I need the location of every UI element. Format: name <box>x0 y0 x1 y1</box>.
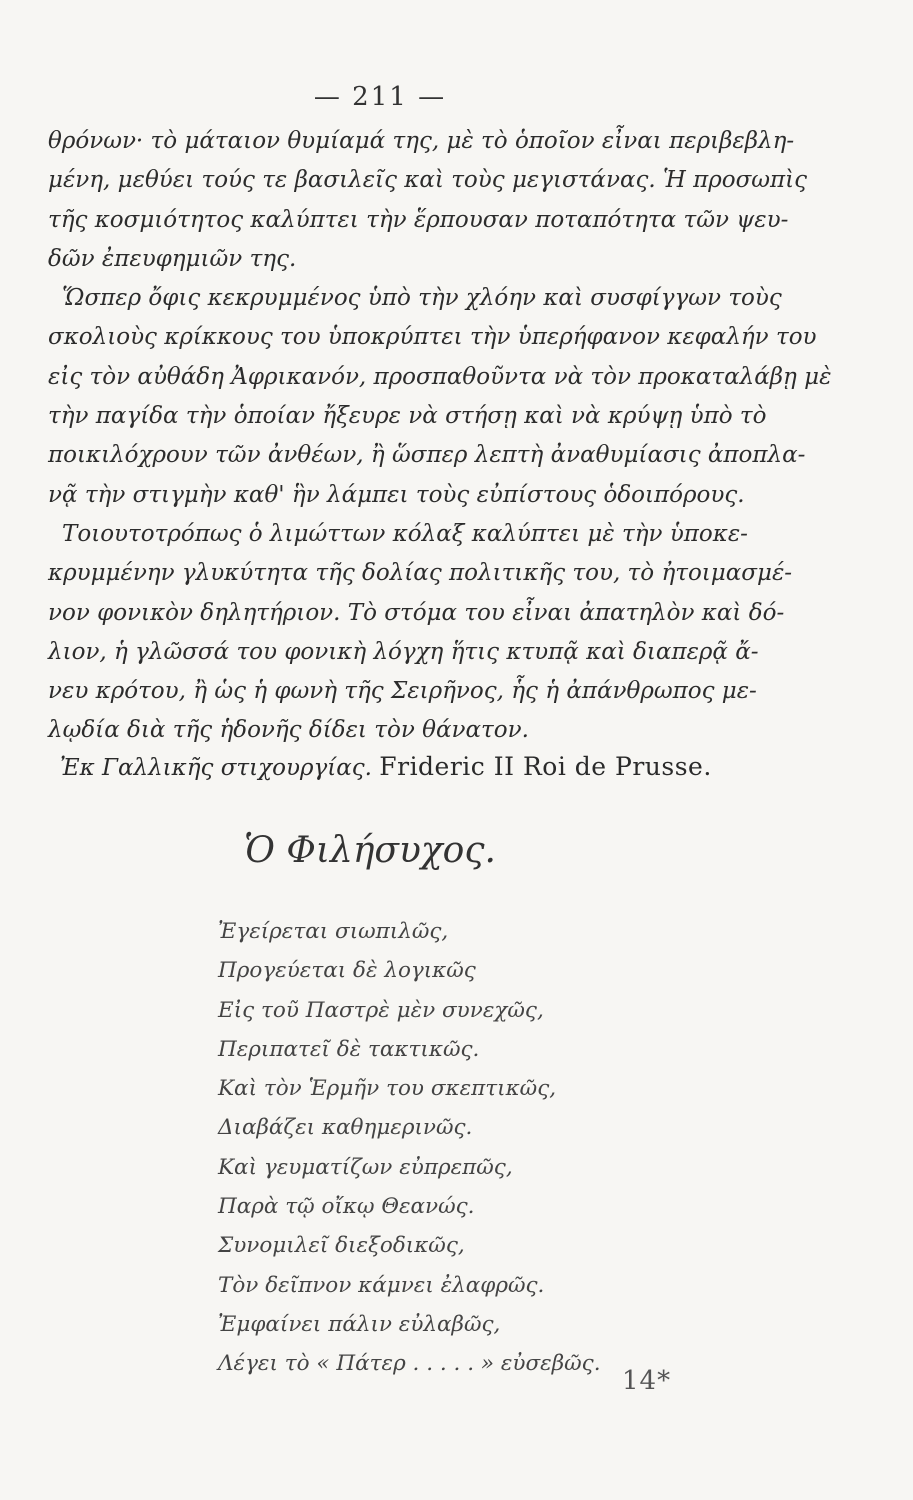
prose-line: τὴν παγίδα τὴν ὁποίαν ἤξευρε νὰ στήσῃ καὶ νὰ κρύψῃ ὑπὸ τὸ <box>48 403 767 430</box>
prose-line: νευ κρότου, ἢ ὡς ἡ φωνὴ τῆς Σειρῆνος, ἧς ἡ ἀπάνθρωπος με- <box>48 678 757 705</box>
poem-verse: Ἐμφαίνει πάλιν εὐλαβῶς, <box>218 1311 501 1337</box>
poem-verse: Καὶ τὸν Ἑρμῆν του σκεπτικῶς, <box>218 1076 557 1102</box>
prose-line: λῳδία διὰ τῆς ἡδονῆς δίδει τὸν θάνατον. <box>48 717 529 744</box>
poem-verse: Ἐγείρεται σιωπιλῶς, <box>218 919 449 944</box>
prose-line: δῶν ἐπευφημιῶν της. <box>48 245 297 272</box>
poem-verse: Καὶ γευματίζων εὐπρεπῶς, <box>218 1154 513 1180</box>
prose-block <box>48 122 832 751</box>
prose-line: κρυμμένην γλυκύτητα τῆς δολίας πολιτικῆς του, τὸ ἠτοιμασμέ- <box>48 560 793 587</box>
prose-line: λιον, ἡ γλῶσσά του φονικὴ λόγχη ἥτις κτυπᾷ καὶ διαπερᾷ ἄ- <box>48 638 759 665</box>
attribution-greek: Ἐκ Γαλλικῆς στιχουργίας. <box>60 755 372 781</box>
poem-verse: Περιπατεῖ δὲ τακτικῶς. <box>218 1036 480 1062</box>
poem-verse: Εἰς τοῦ Παστρὲ μὲν συνεχῶς, <box>218 997 544 1023</box>
prose-line: νον φονικὸν δηλητήριον. Τὸ στόμα του εἶναι ἀπατηλὸν καὶ δό- <box>48 599 785 626</box>
printer-signature-mark: 14* <box>622 1366 672 1396</box>
source-attribution <box>60 752 712 781</box>
poem-verse: Προγεύεται δὲ λογικῶς <box>218 958 476 984</box>
prose-line: μένη, μεθύει τούς τε βασιλεῖς καὶ τοὺς μεγιστάνας. Ἡ προσωπὶς <box>48 167 808 194</box>
poem-verse: Συνομιλεῖ διεξοδικῶς, <box>218 1233 465 1259</box>
poem-verse: Διαβάζει καθημερινῶς. <box>218 1115 473 1141</box>
poem-verse: Τὸν δεῖπνον κάμνει ἐλαφρῶς. <box>218 1272 545 1298</box>
prose-line: Τοιουτοτρόπως ὁ λιμώττων κόλαξ καλύπτει μὲ τὴν ὑποκε- <box>62 520 748 547</box>
page-number: — 211 — <box>313 82 447 112</box>
prose-line: εἰς τὸν αὐθάδη Ἀφρικανόν, προσπαθοῦντα νὰ τὸν προκαταλάβῃ μὲ <box>48 363 832 390</box>
poem-title: Ὁ Φιλήσυχος. <box>244 830 496 871</box>
poem-verse: Λέγει τὸ « Πάτερ . . . . . » εὐσεβῶς. <box>218 1351 601 1377</box>
attribution-author: Frideric II Roi de Prusse. <box>379 752 712 781</box>
prose-line: θρόνων· τὸ μάταιον θυμίαμά της, μὲ τὸ ὁποῖον εἶναι περιβεβλη- <box>48 128 795 154</box>
prose-line: Ὥσπερ ὄφις κεκρυμμένος ὑπὸ τὴν χλόην καὶ συσφίγγων τοὺς <box>62 285 782 312</box>
prose-line: νᾷ τὴν στιγμὴν καθ' ἣν λάμπει τοὺς εὐπίστους ὁδοιπόρους. <box>48 481 745 508</box>
prose-line: ποικιλόχρουν τῶν ἀνθέων, ἢ ὥσπερ λεπτὴ ἀναθυμίασις ἀποπλα- <box>48 442 806 469</box>
prose-line: σκολιοὺς κρίκκους του ὑποκρύπτει τὴν ὑπερήφανον κεφαλήν του <box>48 324 817 351</box>
poem-verse: Παρὰ τῷ οἴκῳ Θεανώς. <box>218 1194 475 1220</box>
prose-line: τῆς κοσμιότητος καλύπτει τὴν ἕρπουσαν ποταπότητα τῶν ψευ- <box>48 206 789 233</box>
poem-verses <box>218 912 718 1384</box>
